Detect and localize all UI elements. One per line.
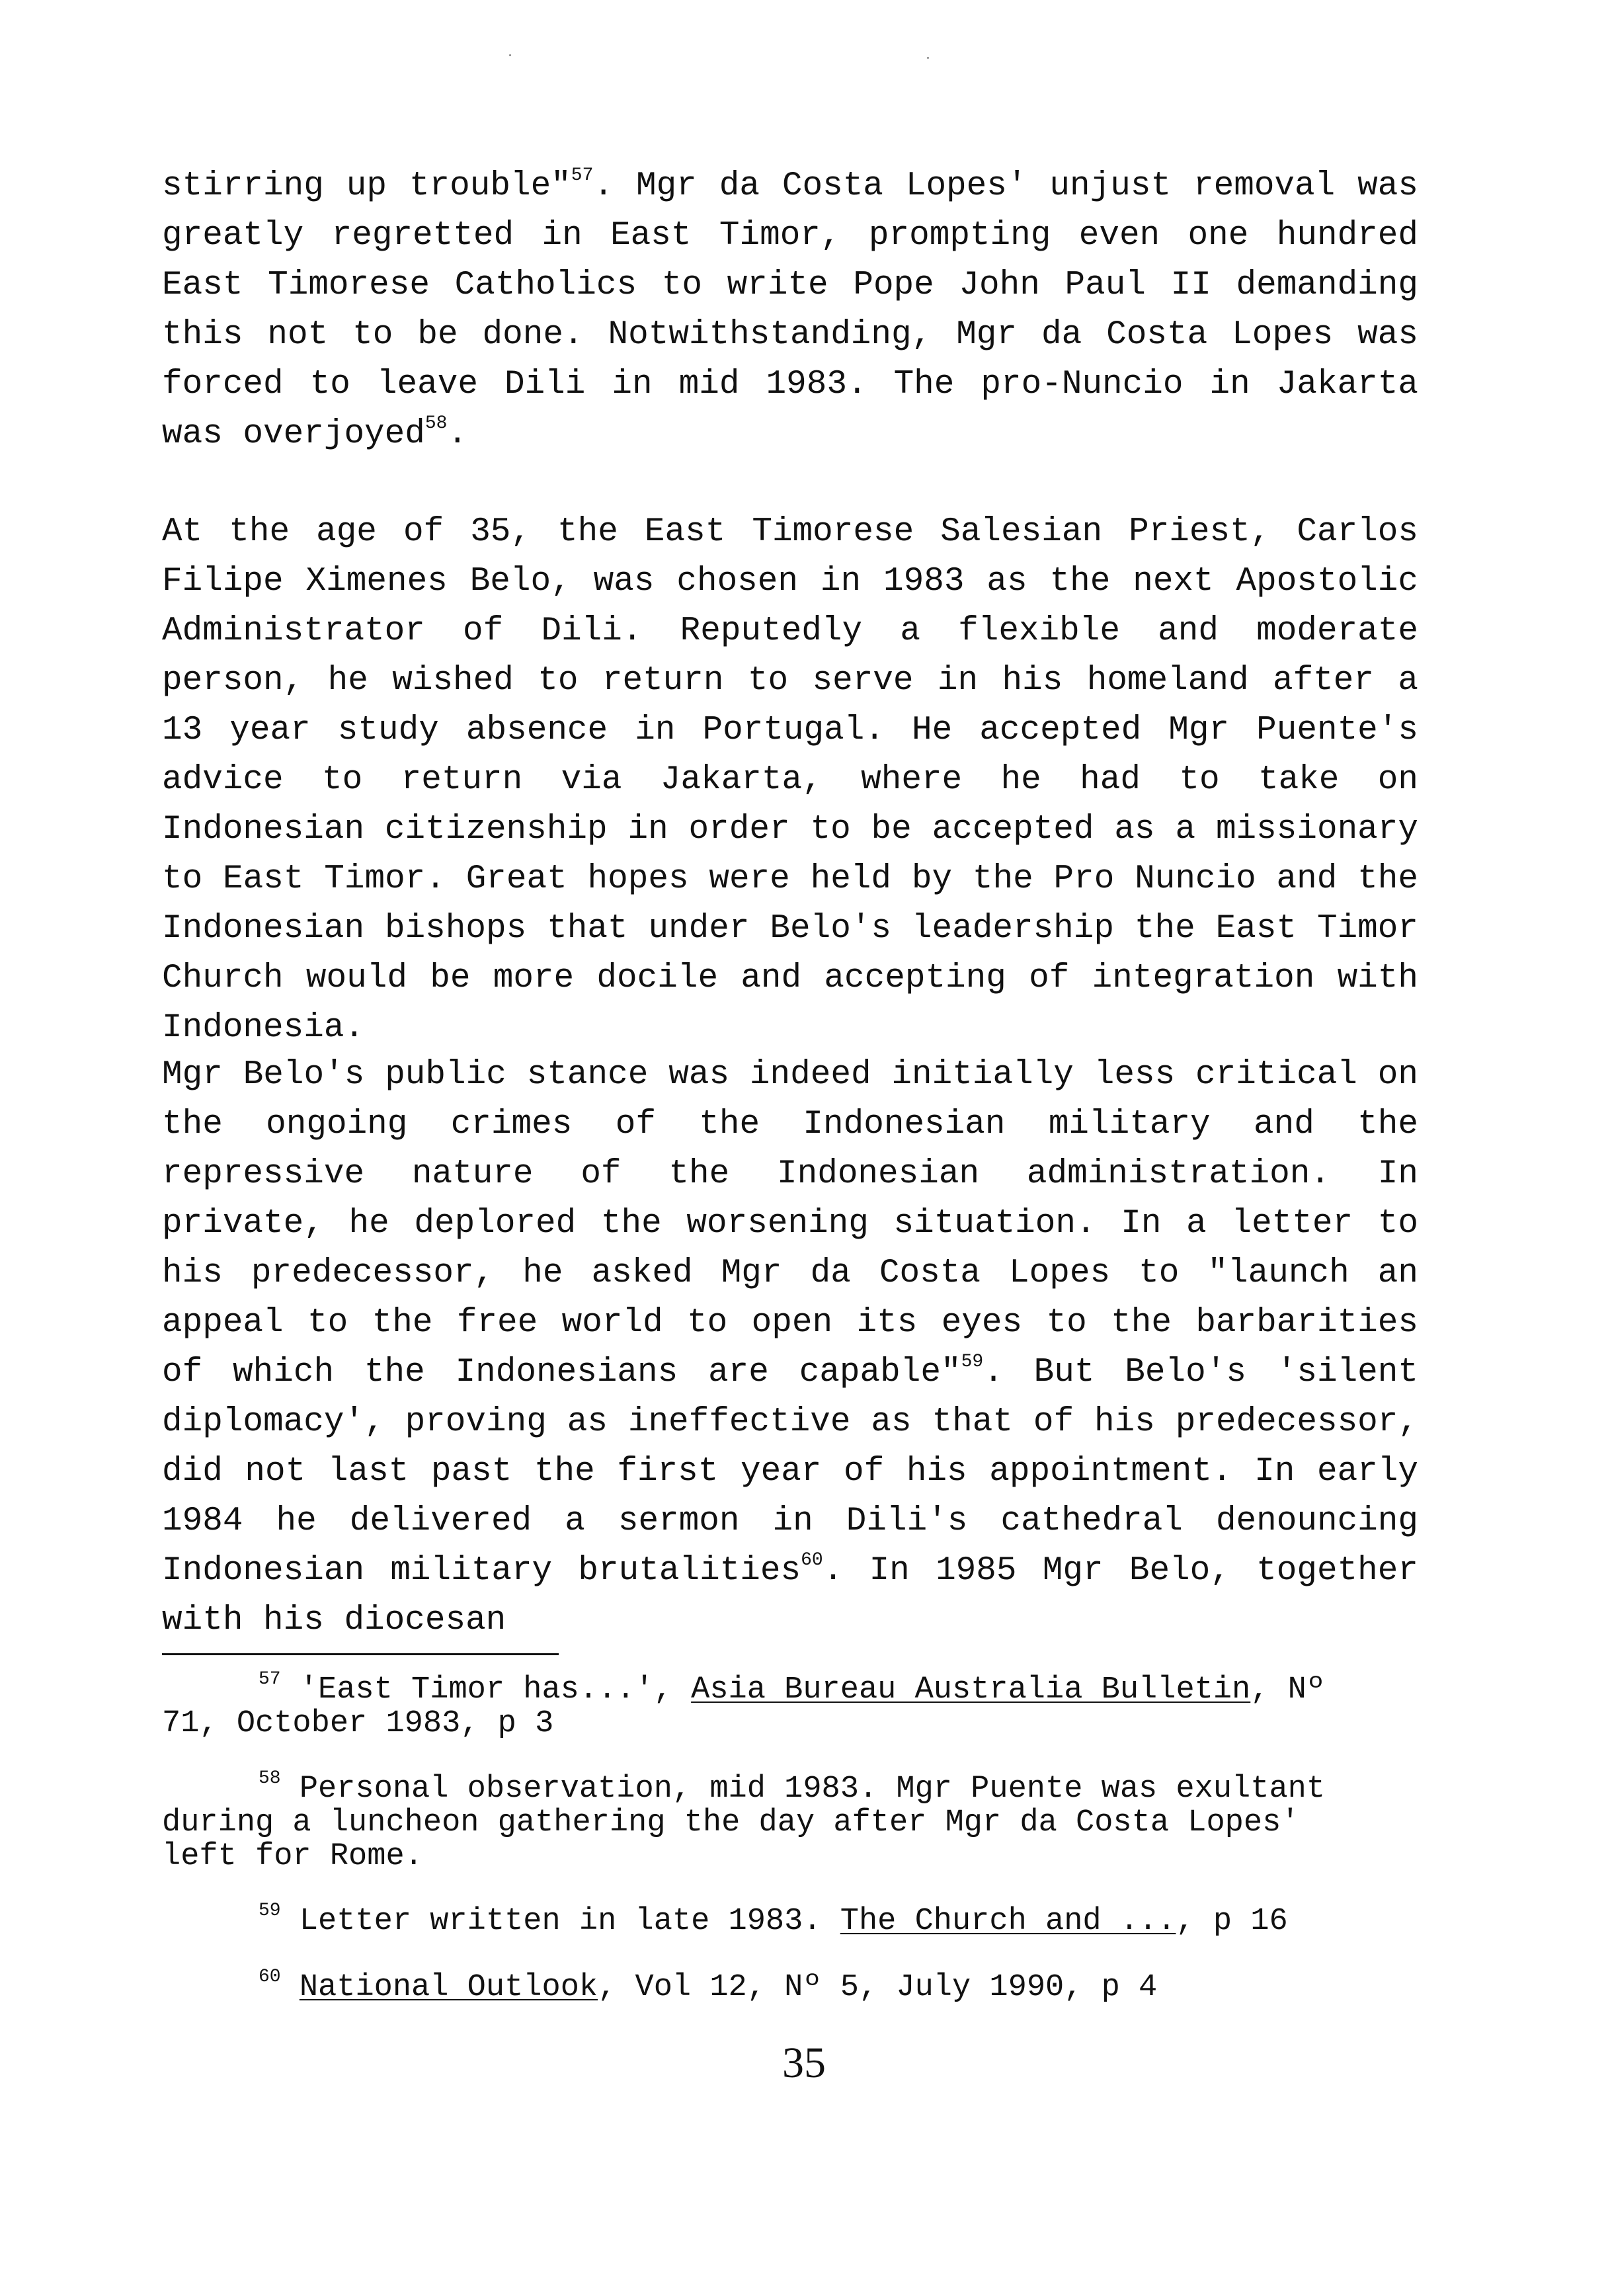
- footnote-58-number: 58: [259, 1768, 281, 1789]
- footnote-58-line-2: during a luncheon gathering the day after Mgr da Costa Lopes': [162, 1805, 1300, 1840]
- paragraph-2-text: At the age of 35, the East Timorese Salesian Priest, Carlos Filipe Ximenes Belo, was chosen in 1983 as the next Apostolic Administrator of Dili. Reputedly a flexible and moderate person, he wished to return to serve in his homeland after a 13 year study absence in Portugal. He accepted Mgr Puente's advice to return via Jakarta, where he had to take on Indonesian citizenship in order to be accepted as a missionary to East Timor. Great hopes were held by the Pro Nuncio and the Indonesian bishops that under Belo's leadership the East Timor Church would be more docile and accepting of integration with Indonesia.: [162, 513, 1418, 1047]
- footnote-ref-57: 57: [571, 165, 594, 186]
- footnote-ref-58: 58: [424, 413, 448, 434]
- footnote-60-title: National Outlook: [299, 1970, 598, 2005]
- paragraph-1-text-b: . Mgr da Costa Lopes' unjust removal was greatly regretted in East Timor, prompting even one hundred East Timorese Catholics to write Pope John Paul II demanding this not to be done. Notwithstanding, Mgr da Costa Lopes was forced to leave Dili in mid 1983. The pro-Nuncio in Jakarta was overjoyed: [162, 167, 1418, 453]
- footnote-57: [162, 1669, 1418, 1741]
- footnote-58-line-1: [162, 1768, 1418, 1807]
- footnote-60: [162, 1967, 1418, 2005]
- paragraph-3-text-c: . In 1985 Mgr Belo, together with his diocesan: [162, 1552, 1418, 1639]
- paragraph-1-text-c: .: [447, 415, 468, 453]
- footnote-59-line-1: [162, 1901, 1418, 1939]
- paragraph-3-text-b: . But Belo's 'silent diplomacy', proving as ineffective as that of his predecessor, did not last past the first year of his appointment. In early 1984 he delivered a sermon in Dili's cathedral denouncing Indonesian military brutalities: [162, 1354, 1418, 1590]
- footnote-ref-59: 59: [961, 1352, 984, 1372]
- paragraph-1-text-a: stirring up trouble": [162, 167, 571, 205]
- footnote-57-title: Asia Bureau Australia Bulletin: [691, 1672, 1251, 1707]
- paragraph-2: [162, 507, 1418, 1053]
- footnote-60-post: , Vol 12, Nº 5, July 1990, p 4: [598, 1970, 1158, 2005]
- page-number: 35: [782, 2039, 826, 2087]
- footnote-59: [162, 1901, 1418, 1939]
- footnote-59-post: , p 16: [1176, 1904, 1288, 1939]
- footnote-57-pre: 'East Timor has...',: [280, 1672, 692, 1707]
- paragraph-1: [162, 161, 1418, 459]
- footnote-59-number: 59: [259, 1901, 281, 1922]
- scan-speck: [509, 54, 511, 56]
- footnote-57-post: , Nº: [1250, 1672, 1326, 1707]
- footnote-60-pre: [281, 1970, 300, 2005]
- footnote-ref-60: 60: [801, 1550, 823, 1571]
- footnote-58: [162, 1768, 1418, 1874]
- footnote-58-line-3: left for Rome.: [162, 1839, 423, 1874]
- footnote-58-line-1-text: Personal observation, mid 1983. Mgr Puente was exultant: [280, 1772, 1326, 1807]
- footnote-59-pre: Letter written in late 1983.: [280, 1904, 840, 1939]
- footnote-60-line-1: [162, 1967, 1418, 2005]
- footnote-57-line-2: 71, October 1983, p 3: [162, 1706, 554, 1741]
- footnote-57-number: 57: [259, 1669, 281, 1690]
- footnote-57-line-1: [162, 1669, 1418, 1707]
- footnote-separator: [162, 1653, 559, 1655]
- scan-speck: [927, 57, 929, 59]
- footnote-60-number: 60: [259, 1967, 281, 1988]
- footnote-59-title: The Church and ...: [840, 1904, 1176, 1939]
- paragraph-3-text-a: Mgr Belo's public stance was indeed initially less critical on the ongoing crimes of the Indonesian military and the repressive nature of the Indonesian administration. In private, he deplored the worsening situation. In a letter to his predecessor, he asked Mgr da Costa Lopes to "launch an appeal to the free world to open its eyes to the barbarities of which the Indonesians are capable": [162, 1056, 1418, 1391]
- paragraph-3: [162, 1050, 1418, 1645]
